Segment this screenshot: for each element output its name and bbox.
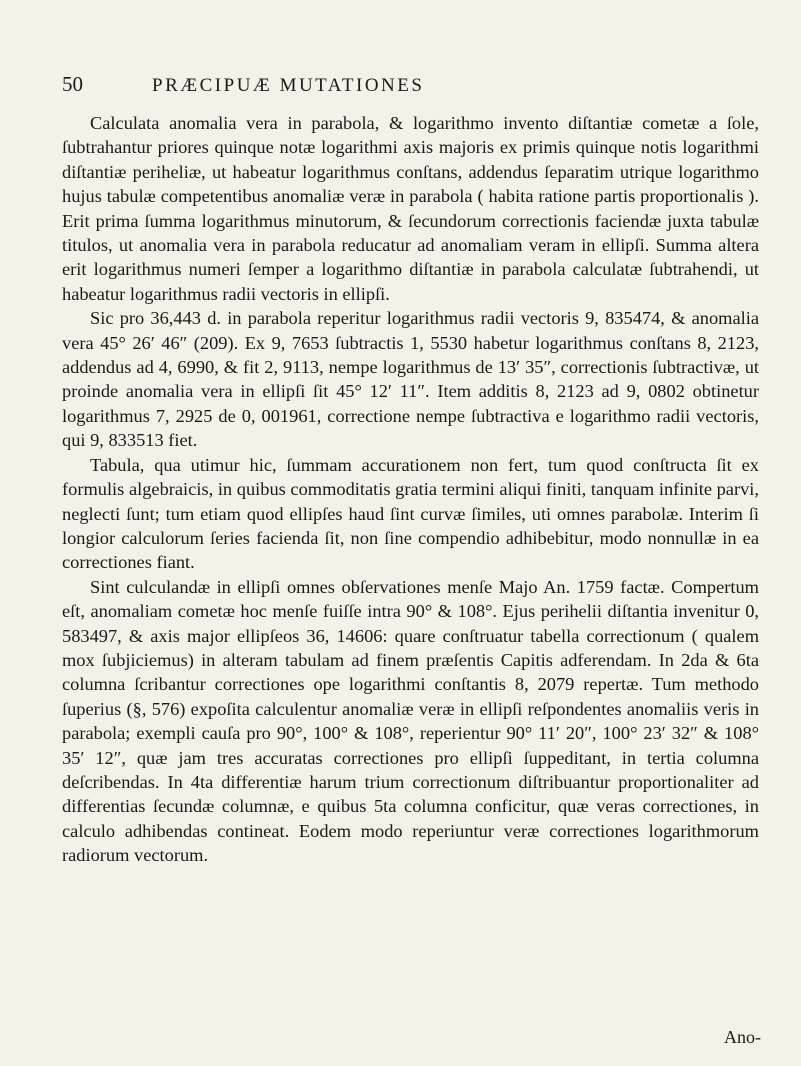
page-number: 50 bbox=[62, 72, 83, 96]
paragraph-3: Tabula, qua utimur hic, ſummam accurationem non fert, tum quod conſtructa ſit ex formulis algebraicis, in quibus commoditatis gratia termini aliqui finiti, tanquam infinite parvi, neglecti ſunt; tum etiam quod ellipſes haud ſint curvæ ſimiles, uti omnes parabolæ. Interim ſi longior calculorum ſeries facienda ſit, non ſine compendio adhibebitur, modo nonnullæ in ea correctiones fiant. bbox=[62, 454, 759, 573]
running-title: PRÆCIPUÆ MUTATIONES bbox=[152, 75, 425, 96]
paragraph-4: Sint culculandæ in ellipſi omnes obſervationes menſe Majo An. 1759 factæ. Compertum eſt, anomaliam cometæ hoc menſe fuiſſe intra 90° & 108°. Ejus perihelii diſtantia invenitur 0, 583497, & axis major ellipſeos 36, 14606: quare conſtruatur tabella correctionum ( qualem mox ſubjiciemus) in alteram tabulam ad finem præſentis Capitis adferendam. In 2da & 6ta columna ſcribantur correctiones ope logarithmi conſtantis 8, 2079 repertæ. Tum methodo ſuperius (§, 576) expoſita calculentur anomaliæ veræ in ellipſi reſpondentes anomaliis veris in parabola; exempli cauſa pro 90°, 100° & 108°, reperientur 90° 11′ 20″, 100° 23′ 32″ & 108° 35′ 12″, quæ jam tres accuratas correctiones pro ellipſi ſuppeditant, in tertia columna deſcribendas. In 4ta differentiæ harum trium correctionum diſtribuantur proportionaliter ad differentias ſecundæ columnæ, e quibus 5ta columna conficitur, quæ veras correctiones, in calculo adhibendas contineat. Eodem modo reperiuntur veræ correctiones logarithmorum radiorum vectorum. bbox=[62, 576, 759, 866]
paragraph-2: Sic pro 36,443 d. in parabola reperitur logarithmus radii vectoris 9, 835474, & anomalia vera 45° 26′ 46″ (209). Ex 9, 7653 ſubtractis 1, 5530 habetur logarithmus conſtans 8, 2123, addendus ad 4, 6990, & fit 2, 9113, nempe logarithmus de 13′ 35″, correctionis ſubtractivæ, ut proinde anomalia vera in ellipſi ſit 45° 12′ 11″. Item additis 8, 2123 ad 9, 0802 obtinetur logarithmus 7, 2925 de 0, 001961, correctione nempe ſubtractiva e logarithmo radii vectoris, qui 9, 833513 fiet. bbox=[62, 308, 759, 451]
body-text bbox=[62, 111, 759, 868]
catchword: Ano- bbox=[724, 1027, 761, 1047]
page-header bbox=[62, 72, 763, 97]
paragraph-1: Calculata anomalia vera in parabola, & logarithmo invento diſtantiæ cometæ a ſole, ſubtrahantur priores quinque notæ logarithmi axis majoris ex primis quinque notis logarithmi diſtantiæ periheliæ, ut habeatur logarithmus conſtans, addendus ſeparatim utrique logarithmo hujus tabulæ competentibus anomaliæ veræ in parabola ( habita ratione partis proportionalis ). Erit prima ſumma logarithmus minutorum, & ſecundorum correctionis faciendæ juxta tabulæ titulos, ut anomalia vera in parabola reducatur ad anomaliam veram in ellipſi. Summa altera erit logarithmus numeri ſemper a logarithmo diſtantiæ in parabola calculatæ ſubtrahendi, ut habeatur logarithmus radii vectoris in ellipſi. bbox=[62, 113, 759, 304]
